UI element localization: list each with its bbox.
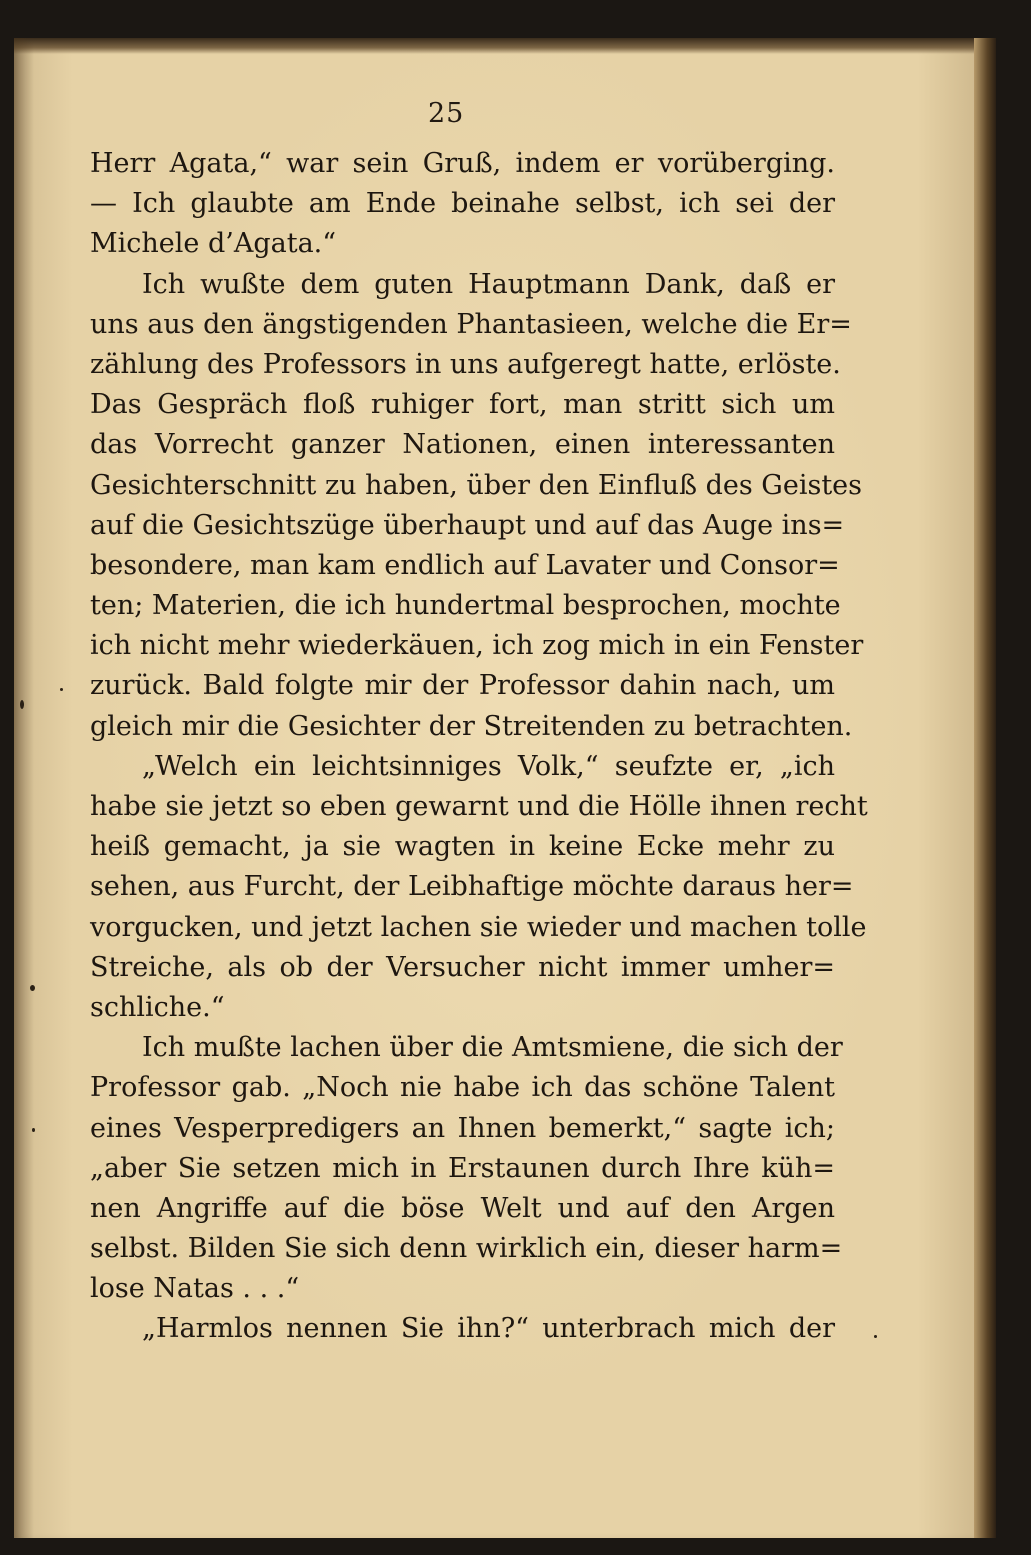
text-line: zählung des Professors in uns aufgeregt hatte, erlöste. [90,348,841,380]
text-line: Ich mußte lachen über die Amtsmiene, die sich der [142,1032,843,1064]
text-line: Streiche, als ob der Versucher nicht immer umher= [90,951,835,983]
text-line: vorgucken, und jetzt lachen sie wieder und machen tolle [90,911,867,943]
page-fore-edge [974,38,996,1538]
text-line: eines Vesperpredigers an Ihnen bemerkt,“ sagte ich; [90,1112,835,1144]
text-line: Gesichterschnitt zu haben, über den Einfluß des Geistes [90,469,863,501]
text-line: zurück. Bald folgte mir der Professor dahin nach, um [90,670,835,702]
text-line: uns aus den ängstigenden Phantasieen, welche die Er= [90,308,852,340]
text-line: besondere, man kam endlich auf Lavater und Consor= [90,549,840,581]
paper-speck [60,688,63,691]
text-line: lose Natas . . .“ [90,1273,300,1305]
paper-speck [20,700,24,709]
text-line: „aber Sie setzen mich in Erstaunen durch Ihre küh= [90,1152,835,1184]
text-line: das Vorrecht ganzer Nationen, einen interessanten [90,429,835,461]
text-line: nen Angriffe auf die böse Welt und auf den Argen [90,1192,835,1224]
text-line: Das Gespräch floß ruhiger fort, man stritt sich um [90,389,835,421]
body-text [90,144,868,1350]
text-line: gleich mir die Gesichter der Streitenden zu betrachten. [90,710,853,742]
paper-speck [874,1335,877,1338]
text-line: ich nicht mehr wiederkäuen, ich zog mich in ein Fenster [90,630,864,662]
text-line: Michele d’Agata.“ [90,228,337,260]
text-line: schliche.“ [90,991,225,1023]
text-line: habe sie jetzt so eben gewarnt und die Hölle ihnen recht [90,791,868,822]
paper-speck [32,1128,35,1132]
text-line: „Welch ein leichtsinniges Volk,“ seufzte er, „ich [142,750,835,782]
text-line: Ich wußte dem guten Hauptmann Dank, daß er [142,268,835,300]
page-top-edge [14,38,996,54]
text-line: ten; Materien, die ich hundertmal besprochen, mochte [90,590,841,622]
page-number: 25 [428,98,465,129]
text-line: „Harmlos nennen Sie ihn?“ unterbrach mich der [142,1313,835,1345]
text-line: Professor gab. „Noch nie habe ich das schöne Talent [90,1072,835,1104]
paper-speck [30,985,35,991]
text-line: Herr Agata,“ war sein Gruß, indem er vorüberging. [90,148,835,179]
text-line: heiß gemacht, ja sie wagten in keine Ecke mehr zu [90,831,835,863]
text-line: selbst. Bilden Sie sich denn wirklich ein, dieser harm= [90,1233,843,1265]
text-line: — Ich glaubte am Ende beinahe selbst, ich sei der [90,188,835,220]
text-line: auf die Gesichtszüge überhaupt und auf das Auge ins= [90,509,845,541]
spine-shadow [14,38,34,1538]
text-line: sehen, aus Furcht, der Leibhaftige möchte daraus her= [90,871,854,903]
